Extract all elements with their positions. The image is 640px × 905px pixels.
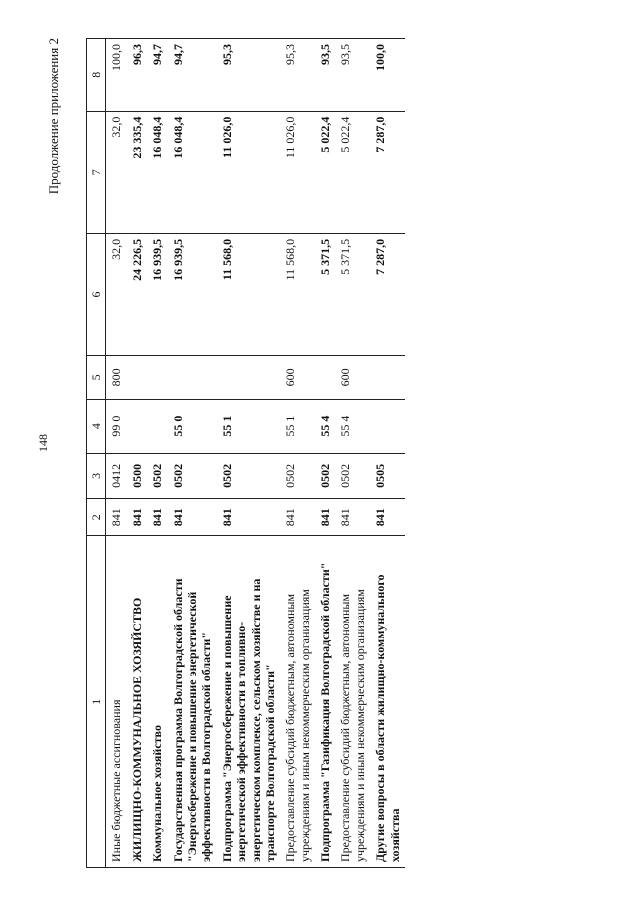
planned-amount-cell: 11 568,0 [217,233,281,355]
table-row [168,39,217,868]
ministry-code-cell: 841 [147,499,167,536]
column-header-1: 1 [87,536,106,868]
table-row [370,39,405,868]
planned-amount-cell: 7 287,0 [370,233,405,355]
section-code-cell: 0505 [370,453,405,499]
planned-amount-cell: 24 226,5 [127,233,147,355]
percent-cell: 100,0 [106,39,127,112]
ministry-code-cell: 841 [168,499,217,536]
planned-amount-cell: 32,0 [106,233,127,355]
percent-cell: 93,5 [335,39,370,112]
section-code-cell: 0502 [315,453,335,499]
row-name-cell: Коммунальное хозяйство [147,536,167,868]
rotated-content [46,38,640,868]
percent-cell: 94,7 [168,39,217,112]
actual-amount-cell: 16 048,4 [147,111,167,233]
row-name-cell: Предоставление субсидий бюджетным, автономным учреждениям и иным некоммерческим организациям [280,536,315,868]
column-header-2: 2 [87,499,106,536]
ministry-code-cell: 841 [106,499,127,536]
target-article-cell [370,399,405,453]
actual-amount-cell: 11 026,0 [280,111,315,233]
column-header-8: 8 [87,39,106,112]
planned-amount-cell: 16 939,5 [147,233,167,355]
expense-type-cell [370,356,405,400]
row-name-cell: Иные бюджетные ассигнования [106,536,127,868]
planned-amount-cell: 11 568,0 [280,233,315,355]
target-article-cell [147,399,167,453]
actual-amount-cell: 16 048,4 [168,111,217,233]
section-code-cell: 0502 [147,453,167,499]
planned-amount-cell: 5 371,5 [315,233,335,355]
actual-amount-cell: 11 026,0 [217,111,281,233]
column-header-3: 3 [87,453,106,499]
expense-type-cell [217,356,281,400]
expense-type-cell: 600 [335,356,370,400]
actual-amount-cell: 5 022,4 [335,111,370,233]
expense-type-cell [147,356,167,400]
target-article-cell: 55 0 [168,399,217,453]
table-row [280,39,315,868]
percent-cell: 100,0 [370,39,405,112]
section-code-cell: 0500 [127,453,147,499]
percent-cell: 95,3 [280,39,315,112]
expense-type-cell: 800 [106,356,127,400]
percent-cell: 93,5 [315,39,335,112]
percent-cell: 94,7 [147,39,167,112]
ministry-code-cell: 841 [127,499,147,536]
actual-amount-cell: 32,0 [106,111,127,233]
expense-type-cell [168,356,217,400]
expense-type-cell: 600 [280,356,315,400]
row-name-cell: Подпрограмма "Энергосбережение и повышение энергетической эффективности в топливно-энергетическом комплексе, сельском хозяйстве и на транспорте Волгоградской области" [217,536,281,868]
target-article-cell: 55 1 [280,399,315,453]
column-header-4: 4 [87,399,106,453]
section-code-cell: 0502 [335,453,370,499]
ministry-code-cell: 841 [335,499,370,536]
table-header [87,39,106,868]
percent-cell: 95,3 [217,39,281,112]
table-row [147,39,167,868]
actual-amount-cell: 5 022,4 [315,111,335,233]
page-number: 148 [36,434,50,452]
ministry-code-cell: 841 [217,499,281,536]
table-row [217,39,281,868]
target-article-cell: 55 4 [335,399,370,453]
appendix-caption: Продолжение приложения 2 [46,38,61,195]
column-header-7: 7 [87,111,106,233]
section-code-cell: 0502 [280,453,315,499]
actual-amount-cell: 7 287,0 [370,111,405,233]
table-row [106,39,127,868]
row-name-cell: Другие вопросы в области жилищно-коммунального хозяйства [370,536,405,868]
table-row [127,39,147,868]
actual-amount-cell: 23 335,4 [127,111,147,233]
table-row [335,39,370,868]
target-article-cell [127,399,147,453]
row-name-cell: ЖИЛИЩНО-КОММУНАЛЬНОЕ ХОЗЯЙСТВО [127,536,147,868]
expense-type-cell [127,356,147,400]
column-header-5: 5 [87,356,106,400]
expense-type-cell [315,356,335,400]
section-code-cell: 0502 [168,453,217,499]
row-name-cell: Предоставление субсидий бюджетным, автономным учреждениям и иным некоммерческим организациям [335,536,370,868]
target-article-cell: 55 1 [217,399,281,453]
target-article-cell: 99 0 [106,399,127,453]
row-name-cell: Подпрограмма "Газификация Волгоградской области" [315,536,335,868]
table-row [315,39,335,868]
row-name-cell: Государственная программа Волгоградской области "Энергосбережение и повышение энергетической эффективности в Волгоградской области" [168,536,217,868]
ministry-code-cell: 841 [315,499,335,536]
column-header-6: 6 [87,233,106,355]
planned-amount-cell: 5 371,5 [335,233,370,355]
table-body [106,39,405,868]
percent-cell: 96,3 [127,39,147,112]
section-code-cell: 0502 [217,453,281,499]
target-article-cell: 55 4 [315,399,335,453]
section-code-cell: 0412 [106,453,127,499]
ministry-code-cell: 841 [280,499,315,536]
ministry-code-cell: 841 [370,499,405,536]
planned-amount-cell: 16 939,5 [168,233,217,355]
budget-table [86,38,405,868]
